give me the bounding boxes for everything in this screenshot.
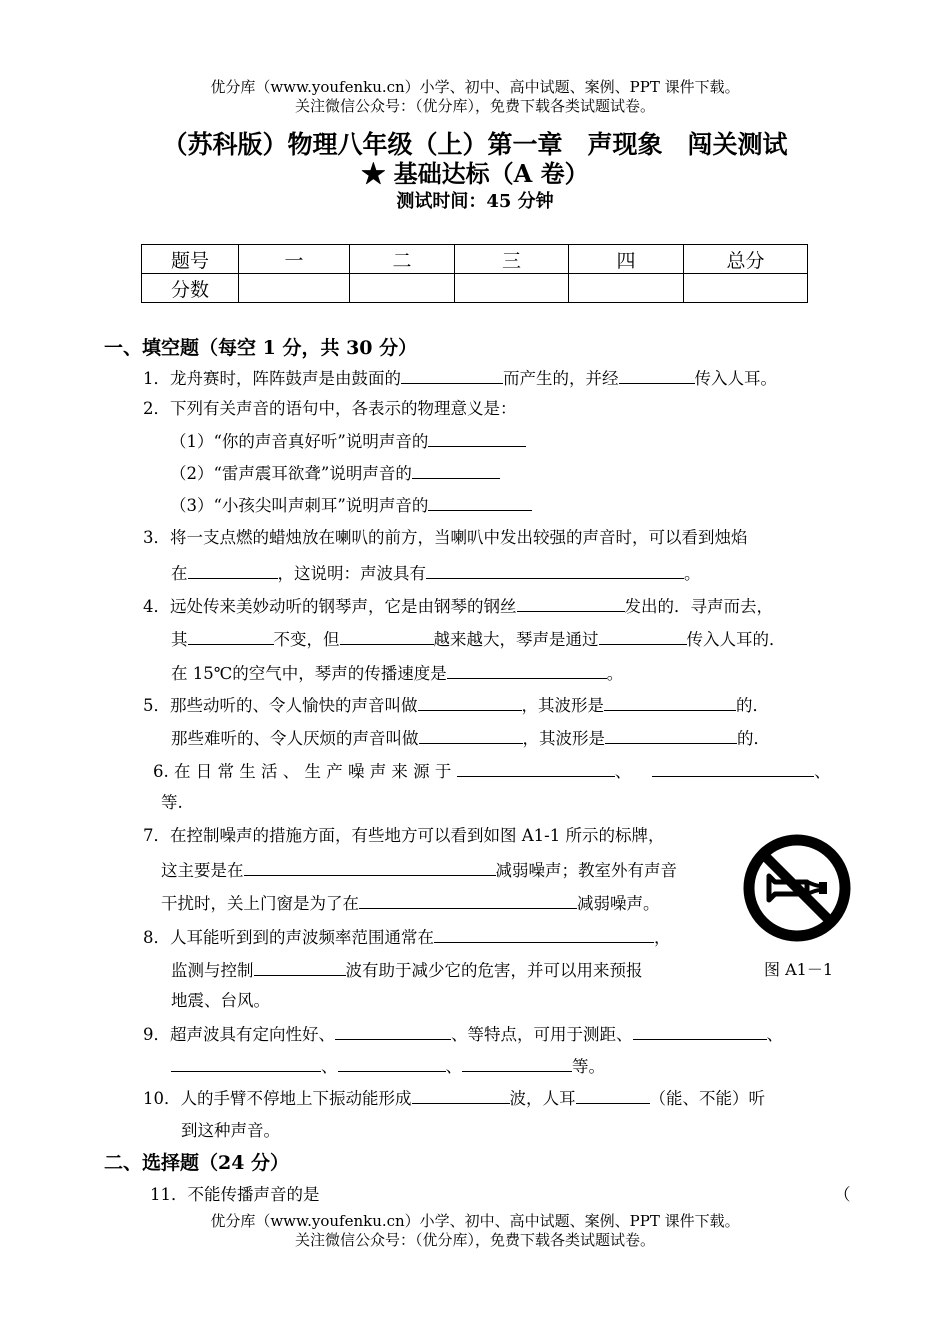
score-cell: 三 xyxy=(455,245,569,274)
score-cell: 分数 xyxy=(142,274,239,303)
question-8-line3: 地震、台风。 xyxy=(171,991,270,1010)
question-text: 在 15℃的空气中，琴声的传播速度是 xyxy=(171,664,447,683)
answer-blank[interactable] xyxy=(619,365,695,384)
score-cell: 四 xyxy=(569,245,684,274)
question-text: 这主要是在 xyxy=(161,861,244,880)
score-cell: 二 xyxy=(350,245,455,274)
question-10-line1 xyxy=(143,1085,765,1111)
score-table-score-row xyxy=(142,274,808,303)
question-9-line1 xyxy=(143,1021,783,1047)
question-text: 10．人的手臂不停地上下振动能形成 xyxy=(143,1089,412,1108)
score-input-cell[interactable] xyxy=(684,274,808,303)
answer-paren: （ xyxy=(834,1185,851,1204)
answer-blank[interactable] xyxy=(428,428,526,447)
answer-blank[interactable] xyxy=(605,725,737,744)
question-text: 监测与控制 xyxy=(171,961,254,980)
question-text: 发出的．寻声而去， xyxy=(624,597,773,616)
question-2-sub3 xyxy=(170,492,532,518)
page-subtitle: ★ 基础达标（A 卷） xyxy=(361,159,589,188)
page-title: （苏科版）物理八年级（上）第一章 声现象 闯关测试 xyxy=(162,130,788,159)
question-2-sub1 xyxy=(170,428,526,454)
question-text: （3）“小孩尖叫声刺耳”说明声音的 xyxy=(170,496,429,515)
question-text: 干扰时，关上门窗是为了在 xyxy=(161,894,359,913)
answer-blank[interactable] xyxy=(254,957,346,976)
question-11: 11．不能传播声音的是 xyxy=(150,1185,320,1204)
answer-blank[interactable] xyxy=(171,1053,321,1072)
question-text: 5．那些动听的、令人愉快的声音叫做 xyxy=(143,696,418,715)
question-text: 传入人耳的． xyxy=(686,630,786,649)
question-text: 1．龙舟赛时，阵阵鼓声是由鼓面的 xyxy=(143,369,401,388)
question-text: 减弱噪声。 xyxy=(577,894,660,913)
score-input-cell[interactable] xyxy=(239,274,350,303)
answer-blank[interactable] xyxy=(188,560,278,579)
question-text: 不变，但 xyxy=(273,630,340,649)
question-8-line1 xyxy=(143,924,671,950)
question-text: 、 xyxy=(321,1057,338,1076)
footer-ad-line2: 关注微信公众号：（优分库），免费下载各类试题试卷。 xyxy=(294,1231,655,1249)
score-input-cell[interactable] xyxy=(569,274,684,303)
question-text: 那些难听的、令人厌烦的声音叫做 xyxy=(171,729,419,748)
header-ad-line1: 优分库（www.youfenku.cn）小学、初中、高中试题、案例、PPT 课件下载。 xyxy=(210,78,740,96)
answer-blank[interactable] xyxy=(462,1053,572,1072)
score-table-header-row xyxy=(142,245,808,274)
question-text: 的． xyxy=(737,729,770,748)
question-6-line1 xyxy=(153,758,831,784)
answer-blank[interactable] xyxy=(340,626,434,645)
answer-blank[interactable] xyxy=(517,593,625,612)
question-text: 越来越大，琴声是通过 xyxy=(433,630,599,649)
question-8-line2 xyxy=(171,957,643,983)
question-7-line1: 7．在控制噪声的措施方面，有些地方可以看到如图 A1-1 所示的标牌， xyxy=(143,826,665,845)
figure-caption: 图 A1－1 xyxy=(764,960,834,979)
question-text: ， xyxy=(654,928,671,947)
answer-blank[interactable] xyxy=(335,1021,451,1040)
question-text: 在 xyxy=(171,564,188,583)
question-text: （1）“你的声音真好听”说明声音的 xyxy=(170,432,429,451)
test-time: 测试时间：45 分钟 xyxy=(396,191,554,212)
question-text: 、等特点，可用于测距、 xyxy=(451,1025,633,1044)
question-3-line2 xyxy=(171,560,701,586)
question-text: （2）“雷声震耳欲聋”说明声音的 xyxy=(170,464,412,483)
question-text: ，其波形是 xyxy=(522,729,605,748)
score-cell: 题号 xyxy=(142,245,239,274)
question-9-line2 xyxy=(171,1053,605,1079)
answer-blank[interactable] xyxy=(359,890,577,909)
answer-blank[interactable] xyxy=(188,626,274,645)
question-7-line2 xyxy=(161,857,677,883)
question-text: 9．超声波具有定向性好、 xyxy=(143,1025,335,1044)
answer-blank[interactable] xyxy=(604,692,736,711)
question-text: 波，人耳 xyxy=(509,1089,576,1108)
question-7-line3 xyxy=(161,890,660,916)
question-text: 传入人耳。 xyxy=(694,369,777,388)
answer-blank[interactable] xyxy=(244,857,496,876)
answer-blank[interactable] xyxy=(599,626,687,645)
answer-blank[interactable] xyxy=(428,492,532,511)
answer-blank[interactable] xyxy=(418,692,522,711)
score-cell: 一 xyxy=(239,245,350,274)
question-text: 等。 xyxy=(572,1057,605,1076)
question-4-line3 xyxy=(171,660,623,686)
question-text: 、 xyxy=(445,1057,462,1076)
question-text: 而产生的，并经 xyxy=(503,369,619,388)
question-text: 6. 在 日 常 生 活 、 生 产 噪 声 来 源 于 xyxy=(153,762,452,781)
question-text: 减弱噪声；教室外有声音 xyxy=(495,861,677,880)
section2-heading: 二、选择题（24 分） xyxy=(104,1152,290,1174)
answer-blank[interactable] xyxy=(419,725,523,744)
answer-blank[interactable] xyxy=(412,460,500,479)
question-3-line1: 3．将一支点燃的蜡烛放在喇叭的前方，当喇叭中发出较强的声音时，可以看到烛焰 xyxy=(143,528,748,547)
question-text: 其 xyxy=(171,630,188,649)
answer-blank[interactable] xyxy=(652,758,814,777)
question-6-line2: 等. xyxy=(161,793,183,812)
question-5-line2 xyxy=(171,725,770,751)
score-input-cell[interactable] xyxy=(350,274,455,303)
answer-blank[interactable] xyxy=(412,1085,510,1104)
score-table xyxy=(141,244,808,303)
answer-blank[interactable] xyxy=(401,365,503,384)
question-text: 8．人耳能听到到的声波频率范围通常在 xyxy=(143,928,434,947)
question-text: 、 xyxy=(614,762,632,781)
no-horn-sign-icon xyxy=(741,832,853,944)
question-4-line2 xyxy=(171,626,786,652)
answer-blank[interactable] xyxy=(447,660,607,679)
answer-blank[interactable] xyxy=(338,1053,446,1072)
question-10-line2: 到这种声音。 xyxy=(181,1121,280,1140)
question-text: 、 xyxy=(766,1025,783,1044)
header-ad-line2: 关注微信公众号：（优分库），免费下载各类试题试卷。 xyxy=(294,97,655,115)
question-text: 。 xyxy=(606,664,624,683)
score-input-cell[interactable] xyxy=(455,274,569,303)
section1-heading: 一、填空题（每空 1 分，共 30 分） xyxy=(104,337,418,359)
question-text: 波有助于减少它的危害，并可以用来预报 xyxy=(345,961,643,980)
question-text: ，这说明：声波具有 xyxy=(277,564,426,583)
question-text: 的． xyxy=(736,696,769,715)
answer-blank[interactable] xyxy=(434,924,654,943)
question-2-sub2 xyxy=(170,460,500,486)
question-4-line1 xyxy=(143,593,773,619)
question-text: 、 xyxy=(814,762,831,781)
footer-ad-line1: 优分库（www.youfenku.cn）小学、初中、高中试题、案例、PPT 课件下载。 xyxy=(210,1212,740,1230)
question-5-line1 xyxy=(143,692,769,718)
question-text: 4．远处传来美妙动听的钢琴声，它是由钢琴的钢丝 xyxy=(143,597,517,616)
score-cell: 总分 xyxy=(684,245,808,274)
question-2-intro: 2．下列有关声音的语句中，各表示的物理意义是： xyxy=(143,399,517,418)
answer-blank[interactable] xyxy=(633,1021,767,1040)
answer-blank[interactable] xyxy=(576,1085,650,1104)
question-text: （能、不能）听 xyxy=(649,1089,765,1108)
question-text: 。 xyxy=(684,564,701,583)
answer-blank[interactable] xyxy=(426,560,684,579)
question-text: ，其波形是 xyxy=(521,696,604,715)
question-1 xyxy=(143,365,777,391)
answer-blank[interactable] xyxy=(457,758,615,777)
